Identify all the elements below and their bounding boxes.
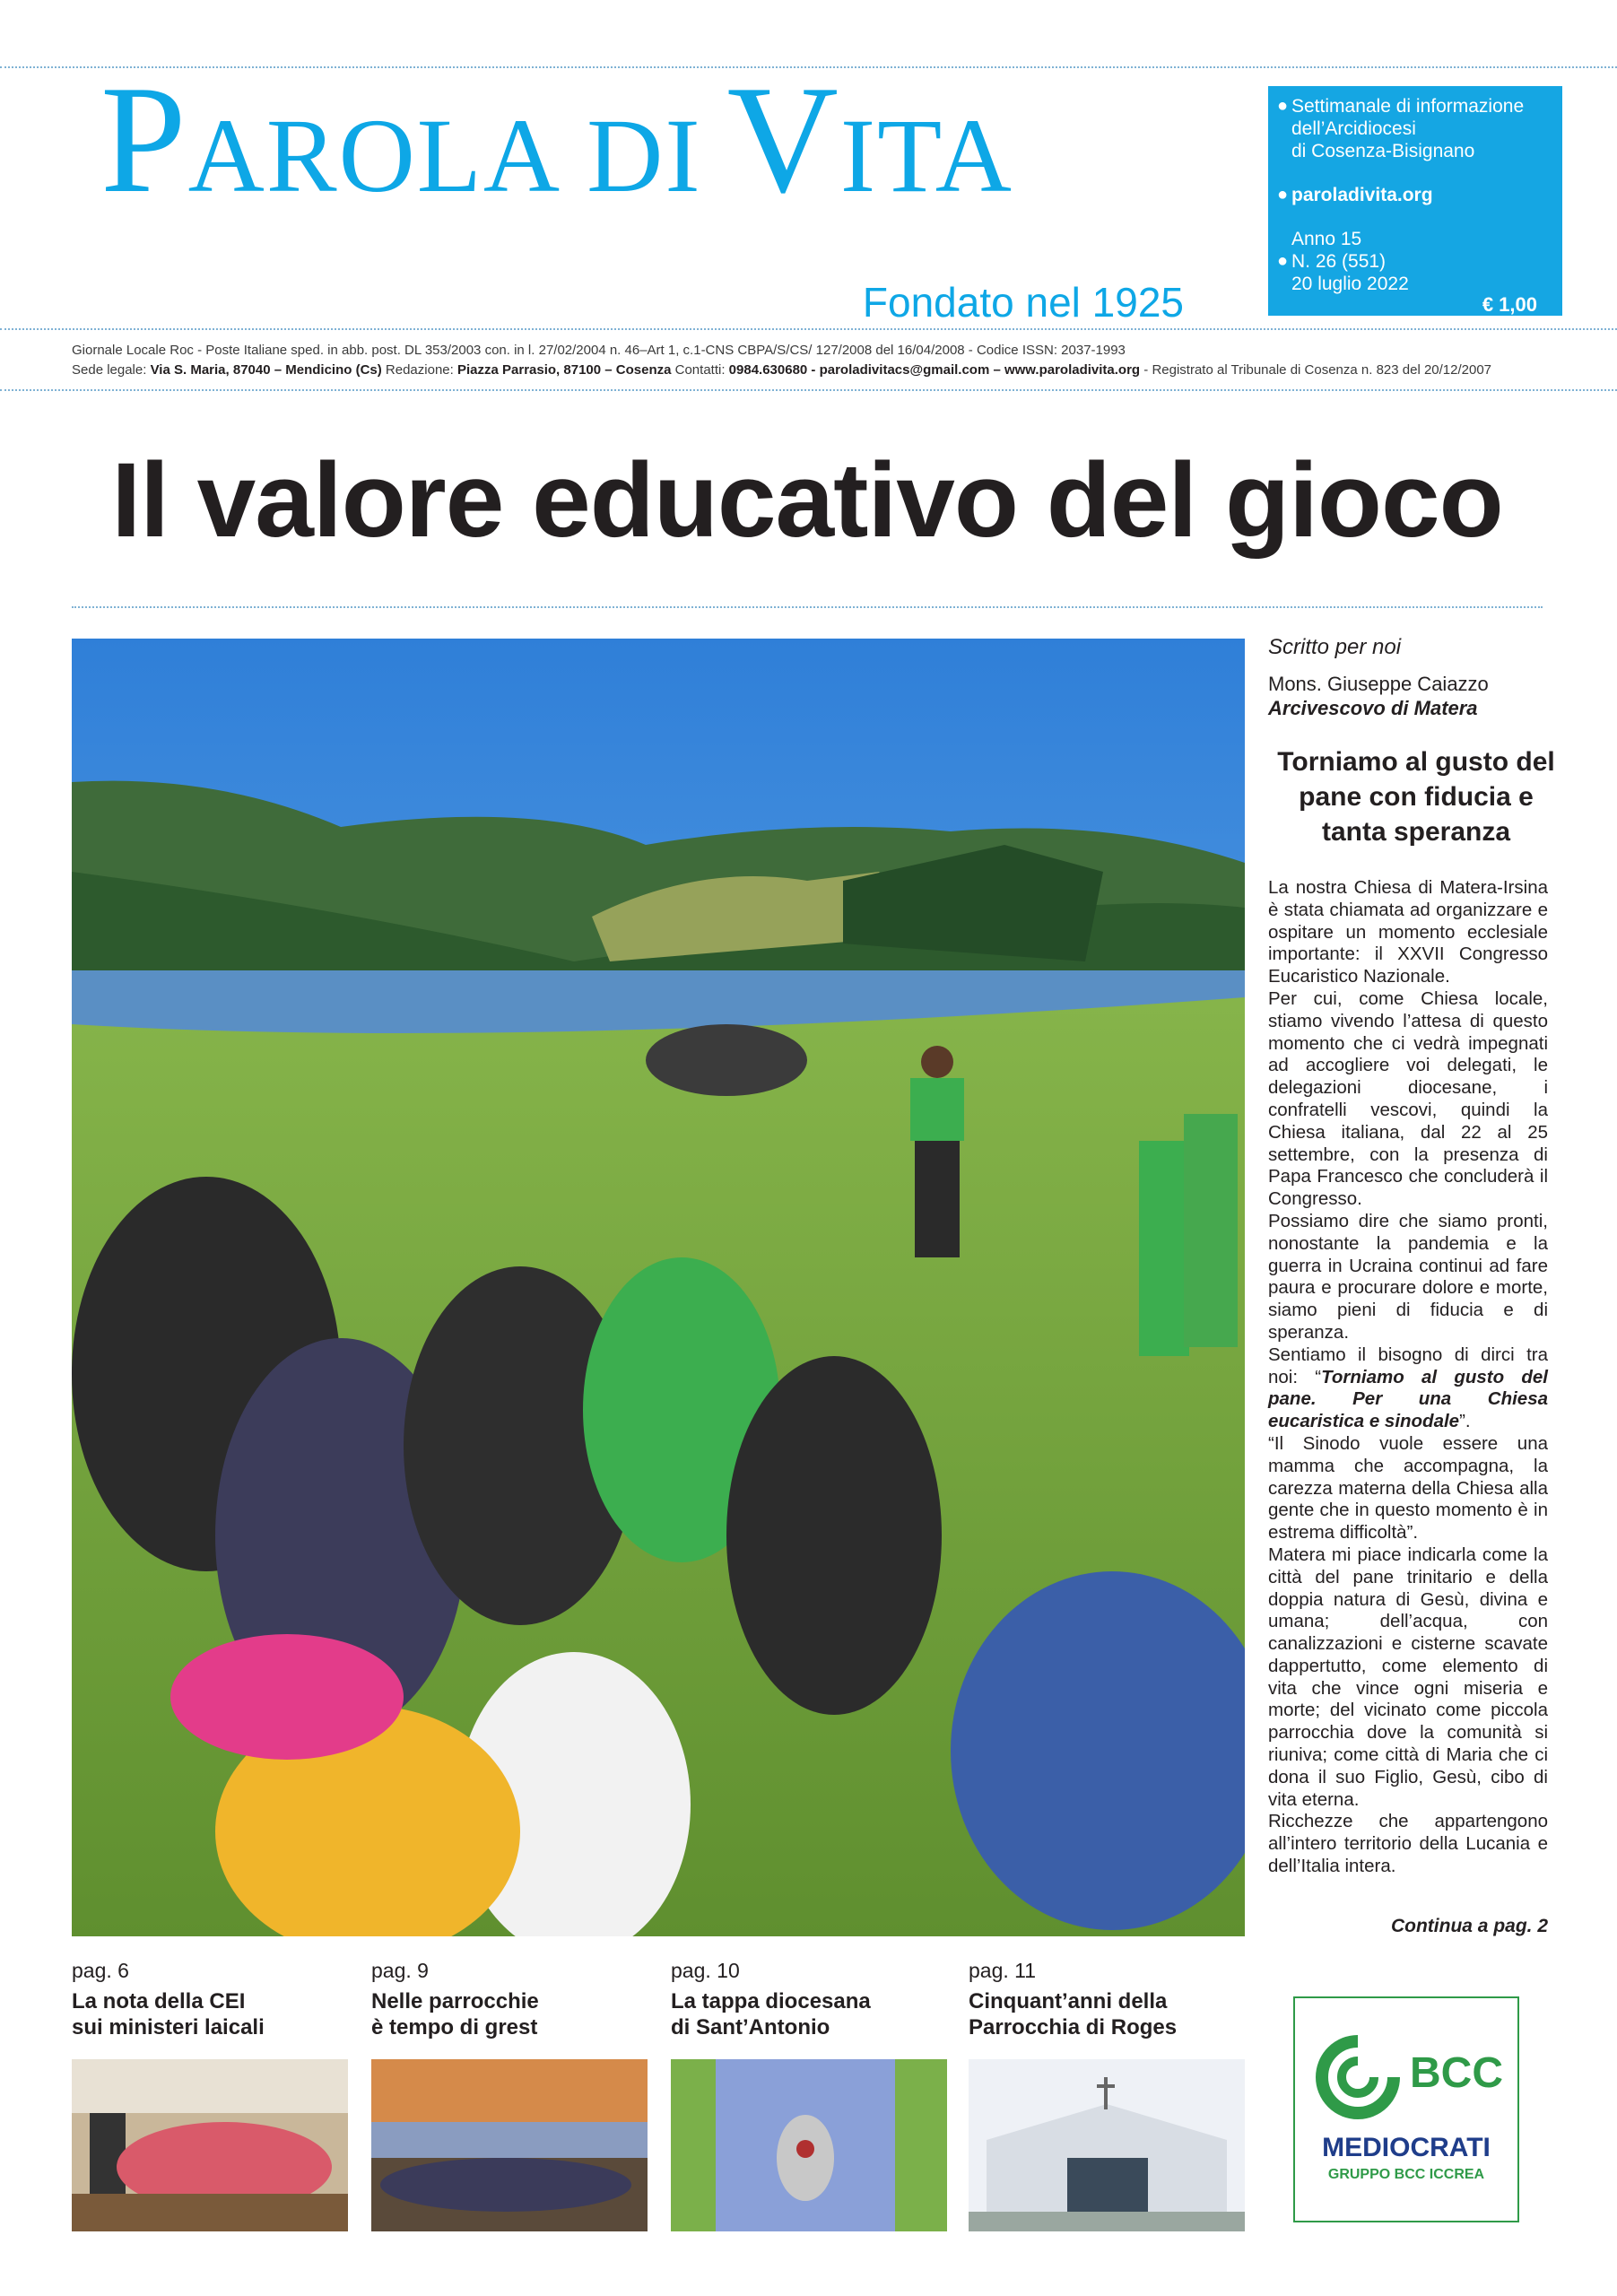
info-line: dell’Arcidiocesi <box>1291 118 1416 139</box>
author-role: Arcivescovo di Matera <box>1268 697 1478 719</box>
bcc-logo-icon <box>1315 2034 1401 2120</box>
paragraph: Possiamo dire che siamo pronti, nonostante la pandemia e la guerra in Ucraina continui ad fare paura e procurare dolore e morte, siamo pieni di fiducia e di speranza. <box>1268 1210 1548 1343</box>
paragraph: Ricchezze che appartengono all’intero territorio della Lucania e dell’Italia intera. <box>1268 1811 1548 1877</box>
teaser-3-photo[interactable] <box>671 2059 947 2231</box>
paragraph: Sentiamo il bisogno di dirci tra noi: “Torniamo al gusto del pane. Per una Chiesa eucaristica e sinodale”. <box>1268 1344 1548 1432</box>
teaser-1-photo[interactable] <box>72 2059 348 2231</box>
legal-line-2: Sede legale: Via S. Maria, 87040 – Mendicino (Cs) Redazione: Piazza Parrasio, 87100 – Cosenza Contatti: 0984.630680 - paroladivitacs@gmail.com – www.paroladivita.org - Registrato al Tribunale di Cosenza n. 823 del 20/12/2007 <box>72 362 1492 378</box>
founded-line: Fondato nel 1925 <box>862 279 1184 326</box>
issue-info-box <box>1268 86 1562 316</box>
bullet-icon: ● <box>1277 185 1289 204</box>
legal-bottom-rule <box>0 389 1617 391</box>
masthead-logo: PAROLA DI VITA <box>100 55 1013 225</box>
teaser-1[interactable]: pag. 6 La nota della CEI sui ministeri laicali <box>72 1959 265 2039</box>
legal-line-1: Giornale Locale Roc - Poste Italiane sped. in abb. post. DL 353/2003 con. in l. 27/02/2004 n. 46–Art 1, c.1-CNS CBPA/S/CS/ 127/2008 del 16/04/2008 - Codice ISSN: 2037-1993 <box>72 343 1126 358</box>
website-link[interactable]: paroladivita.org <box>1291 185 1433 205</box>
bcc-group: GRUPPO BCC ICCREA <box>1327 2167 1485 2182</box>
paragraph: La nostra Chiesa di Matera-Irsina è stata chiamata ad organizzare e ospitare un momento ecclesiale importante: il XXVII Congresso Eucaristico Nazionale. <box>1268 877 1548 987</box>
issue-date: 20 luglio 2022 <box>1291 274 1409 294</box>
bullet-icon: ● <box>1277 251 1289 271</box>
issue-year: Anno 15 <box>1291 229 1362 249</box>
main-photo <box>72 639 1245 1936</box>
teaser-4-photo[interactable] <box>969 2059 1245 2231</box>
author-name: Mons. Giuseppe Caiazzo <box>1268 673 1489 695</box>
continue-link[interactable]: Continua a pag. 2 <box>1390 1916 1548 1936</box>
teaser-4[interactable]: pag. 11 Cinquant’anni della Parrocchia di Roges <box>969 1959 1178 2039</box>
legal-top-rule <box>0 328 1617 330</box>
paragraph: Matera mi piace indicarla come la città del pane trinitario e della doppia natura di Gesù, divina e umana; dell’acqua, con canalizzazioni e cisterne scavate dappertutto, come elemento di vita che vince ogni miseria e morte; del vicinato come piccola parrocchia dove la comunità si riuniva; come città di Maria che ci dona il suo Figlio, Gesù, cibo di vita eterna. <box>1268 1544 1548 1810</box>
headline-rule <box>72 606 1543 608</box>
bcc-advertisement[interactable] <box>1293 1996 1519 2222</box>
teaser-3[interactable]: pag. 10 La tappa diocesana di Sant’Antonio <box>671 1959 871 2039</box>
column-kicker: Scritto per noi <box>1268 635 1402 659</box>
teaser-2[interactable]: pag. 9 Nelle parrocchie è tempo di grest <box>371 1959 539 2039</box>
paragraph: Per cui, come Chiesa locale, stiamo vivendo l’attesa di questo momento che ci vedrà impegnati ad accogliere voi delegati, le delegazioni diocesane, i confratelli vescovi, quindi la Chiesa italiana, dal 22 al 25 settembre, con la presenza di Papa Francesco che concluderà il Congresso. <box>1268 987 1548 1210</box>
bcc-brand: BCC <box>1410 2049 1503 2097</box>
teaser-2-photo[interactable] <box>371 2059 648 2231</box>
info-line: di Cosenza-Bisignano <box>1291 141 1475 161</box>
bcc-name: MEDIOCRATI <box>1322 2133 1491 2162</box>
issue-number: N. 26 (551) <box>1291 251 1387 272</box>
bullet-icon: ● <box>1277 96 1289 116</box>
info-line: Settimanale di informazione <box>1291 96 1525 117</box>
main-headline: Il valore educativo del gioco <box>111 441 1503 560</box>
issue-price: € 1,00 <box>1482 293 1537 316</box>
paragraph: “Il Sinodo vuole essere una mamma che accompagna, la carezza materna della Chiesa alla gente che in questo momento è in estrema difficoltà”. <box>1268 1432 1548 1544</box>
article-title: Torniamo al gusto del pane con fiducia e tanta speranza <box>1277 747 1555 847</box>
article-body <box>1268 877 1548 1878</box>
